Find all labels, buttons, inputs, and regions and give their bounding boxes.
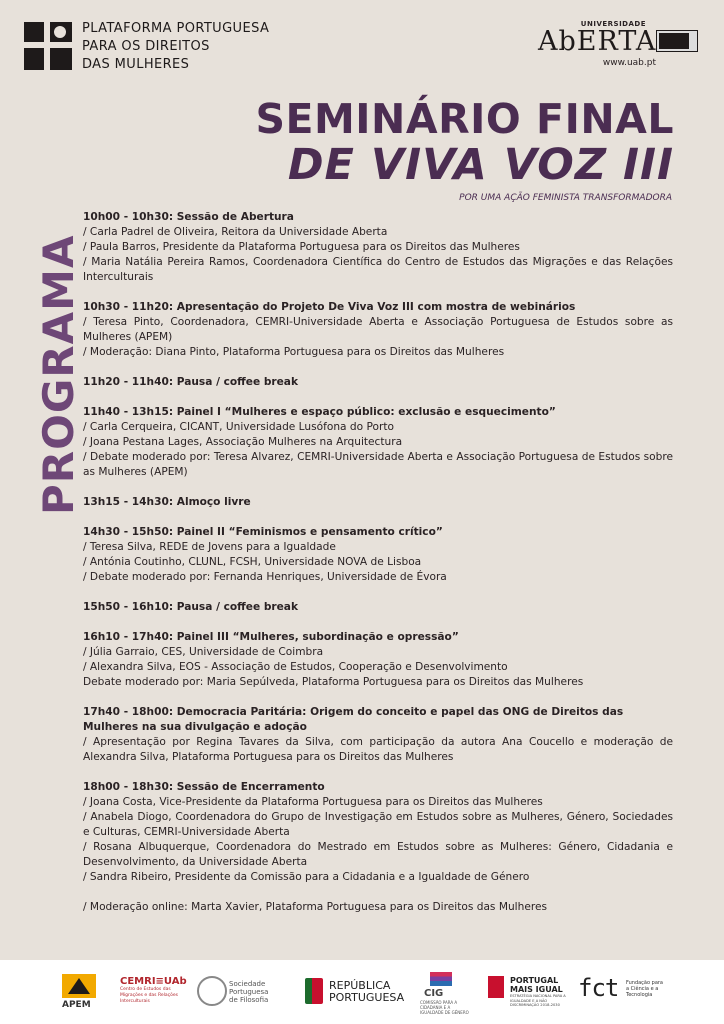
republica-portuguesa-logo: [305, 978, 415, 1008]
program-session: [83, 300, 673, 360]
fct-sublabel: Fundação para a Ciência e a Tecnologia: [626, 980, 663, 998]
cemri-logo: [120, 976, 187, 1005]
session-line: / Teresa Silva, REDE de Jovens para a Igualdade: [83, 541, 336, 553]
republica-text: [329, 980, 404, 1004]
org-name: [82, 20, 269, 74]
spf-line: Sociedade: [229, 980, 266, 988]
program-list: [83, 210, 673, 930]
cig-stripes-icon: [430, 972, 452, 986]
cig-label: CIG: [424, 988, 444, 999]
header: [0, 0, 724, 90]
session-line: Debate moderado por: Maria Sepúlveda, Plataforma Portuguesa para os Direitos das Mulheres: [83, 676, 584, 688]
session-line: / Joana Costa, Vice-Presidente da Plataforma Portuguesa para os Direitos das Mulheres: [83, 796, 543, 808]
republica-line: REPÚBLICA: [329, 979, 391, 992]
session-line: / Apresentação por Regina Tavares da Silva, com participação da autora Ana Coucello e moderação de Alexandra Silva, Plataforma Portuguesa para os Direitos das Mulheres: [83, 736, 673, 763]
universidade-aberta-logo: [538, 20, 698, 72]
session-line: / Debate moderado por: Fernanda Henriques, Universidade de Évora: [83, 571, 447, 583]
cig-sublabel: COMISSÃO PARA A CIDADANIA E A IGUALDADE DE GÉNERO: [420, 1000, 469, 1015]
program-session: [83, 525, 673, 585]
session-line: / Anabela Diogo, Coordenadora do Grupo de Investigação em Estudos sobre as Mulheres, Género, Sociedades e Culturas, CEMRI-Universidade Aberta: [83, 811, 673, 838]
session-line: / Júlia Garraio, CES, Universidade de Coimbra: [83, 646, 324, 658]
program-session: [83, 210, 673, 285]
page-subtitle: POR UMA AÇÃO FEMINISTA TRANSFORMADORA: [459, 193, 672, 203]
session-line: / Maria Natália Pereira Ramos, Coordenadora Científica do Centro de Estudos das Migrações e das Relações Interculturais: [83, 256, 673, 283]
session-time-title: 15h50 - 16h10: Pausa / coffee break: [83, 601, 299, 613]
org-name-line: PLATAFORMA PORTUGUESA: [82, 21, 270, 36]
fct-logo: [578, 974, 673, 1010]
session-time-title: 13h15 - 14h30: Almoço livre: [83, 496, 251, 508]
ppdm-logo-icon: [24, 22, 72, 70]
program-session: [83, 900, 673, 915]
uab-box-icon: [656, 30, 698, 52]
session-time-title: 18h00 - 18h30: Sessão de Encerramento: [83, 781, 325, 793]
portugal-mais-igual-logo: [488, 974, 573, 1014]
session-line: / Carla Cerqueira, CICANT, Universidade Lusófona do Porto: [83, 421, 394, 433]
republica-line: PORTUGUESA: [329, 991, 405, 1004]
session-line: / Sandra Ribeiro, Presidente da Comissão para a Cidadania e a Igualdade de Género: [83, 871, 530, 883]
session-line: / Carla Padrel de Oliveira, Reitora da Universidade Aberta: [83, 226, 388, 238]
session-line: / Moderação online: Marta Xavier, Plataforma Portuguesa para os Direitos das Mulheres: [83, 901, 548, 913]
session-line: / Debate moderado por: Teresa Alvarez, CEMRI-Universidade Aberta e Associação Portuguesa de Estudos sobre as Mulheres (APEM): [83, 451, 673, 478]
cig-logo: [420, 972, 475, 1016]
session-line: / Moderação: Diana Pinto, Plataforma Portuguesa para os Direitos das Mulheres: [83, 346, 505, 358]
spf-line: de Filosofia: [229, 996, 269, 1004]
spf-line: Portuguesa: [229, 988, 269, 996]
spf-text: [229, 980, 268, 1004]
program-session: [83, 375, 673, 390]
program-session: [83, 495, 673, 510]
pmi-line: MAIS IGUAL: [510, 985, 563, 994]
session-line: / Antónia Coutinho, CLUNL, FCSH, Universidade NOVA de Lisboa: [83, 556, 422, 568]
spf-logo: [197, 976, 267, 1006]
session-time-title: 10h00 - 10h30: Sessão de Abertura: [83, 211, 294, 223]
pmi-text: [510, 976, 563, 994]
session-line: / Joana Pestana Lages, Associação Mulheres na Arquitectura: [83, 436, 403, 448]
session-time-title: 11h20 - 11h40: Pausa / coffee break: [83, 376, 299, 388]
apem-label: APEM: [62, 1000, 91, 1010]
pmi-line: PORTUGAL: [510, 976, 559, 985]
program-session: [83, 705, 673, 765]
university-small-label: UNIVERSIDADE: [580, 20, 646, 28]
sponsor-footer: [0, 960, 724, 1024]
program-session: [83, 405, 673, 480]
university-name: AbERTA: [538, 26, 657, 57]
spf-circle-icon: [197, 976, 227, 1006]
university-url: www.uab.pt: [602, 58, 656, 68]
session-line: / Rosana Albuquerque, Coordenadora do Mestrado em Estudos sobre as Mulheres: Género, Cidadania e Desenvolvimento, da Universidade Aberta: [83, 841, 673, 868]
program-session: [83, 600, 673, 615]
portugal-flag-icon: [305, 978, 323, 1004]
apem-logo: [62, 974, 96, 1010]
session-time-title: 11h40 - 13h15: Painel I “Mulheres e espaço público: exclusão e esquecimento”: [83, 406, 556, 418]
session-time-title: 14h30 - 15h50: Painel II “Feminismos e pensamento crítico”: [83, 526, 443, 538]
session-time-title: 17h40 - 18h00: Democracia Paritária: Origem do conceito e papel das ONG de Direitos das Mulheres na sua divulgação e adoção: [83, 706, 624, 733]
programa-side-label: PROGRAMA: [34, 234, 83, 515]
program-session: [83, 630, 673, 690]
fct-label: fct: [578, 974, 619, 1002]
program-session: [83, 780, 673, 885]
session-time-title: 10h30 - 11h20: Apresentação do Projeto De Viva Voz III com mostra de webinários: [83, 301, 576, 313]
page-title: SEMINÁRIO FINAL: [255, 95, 674, 143]
page-title-secondary: DE VIVA VOZ III: [287, 140, 674, 190]
session-line: / Paula Barros, Presidente da Plataforma Portuguesa para os Direitos das Mulheres: [83, 241, 520, 253]
pmi-mark-icon: [488, 976, 504, 998]
session-line: / Alexandra Silva, EOS - Associação de Estudos, Cooperação e Desenvolvimento: [83, 661, 508, 673]
cemri-sublabel: Centro de Estudos das Migrações e das Relações Interculturais: [120, 987, 178, 1004]
session-line: / Teresa Pinto, Coordenadora, CEMRI-Universidade Aberta e Associação Portuguesa de Estudos sobre as Mulheres (APEM): [83, 316, 673, 343]
session-time-title: 16h10 - 17h40: Painel III “Mulheres, subordinação e opressão”: [83, 631, 459, 643]
apem-triangle-icon: [62, 974, 96, 998]
pmi-sublabel: ESTRATÉGIA NACIONAL PARA A IGUALDADE E A NÃO DISCRIMINAÇÃO 2018-2030: [510, 994, 566, 1007]
cemri-label: CEMRI≡UAb: [120, 976, 187, 987]
org-name-line: PARA OS DIREITOS: [82, 39, 210, 54]
org-name-line: DAS MULHERES: [82, 57, 190, 72]
